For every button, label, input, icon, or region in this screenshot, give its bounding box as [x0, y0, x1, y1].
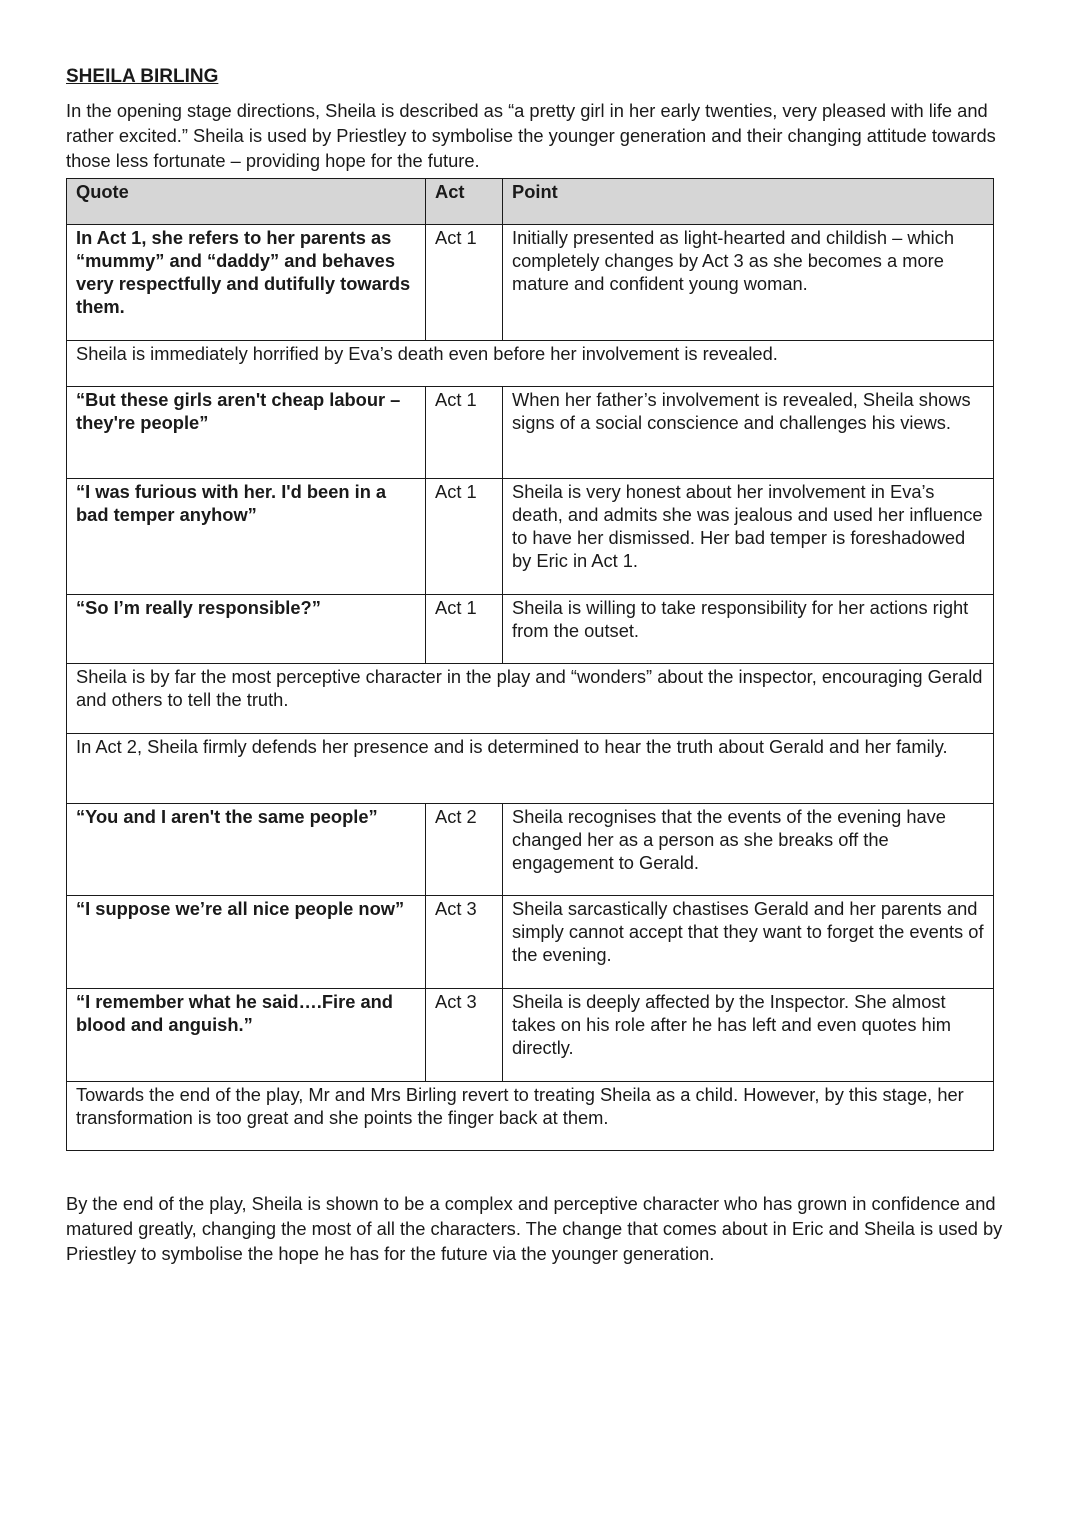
- act-cell: Act 1: [426, 479, 503, 595]
- point-cell: Sheila is very honest about her involvement in Eva’s death, and admits she was jealous and used her influence to have her dismissed. Her bad temper is foreshadowed by Eric in Act 1.: [503, 479, 994, 595]
- quote-cell: “You and I aren't the same people”: [67, 804, 426, 896]
- act-cell: Act 3: [426, 896, 503, 989]
- table-header-row: [67, 179, 994, 225]
- quote-cell: In Act 1, she refers to her parents as “mummy” and “daddy” and behaves very respectfully and dutifully towards them.: [67, 225, 426, 341]
- table-row: [67, 479, 994, 595]
- quotes-table: [66, 178, 994, 1151]
- quote-cell: “I remember what he said….Fire and blood and anguish.”: [67, 989, 426, 1082]
- note-cell: Sheila is immediately horrified by Eva’s death even before her involvement is revealed.: [67, 341, 994, 387]
- table-row: [67, 896, 994, 989]
- point-cell: When her father’s involvement is revealed, Sheila shows signs of a social conscience and challenges his views.: [503, 387, 994, 479]
- quote-cell: “But these girls aren't cheap labour – they're people”: [67, 387, 426, 479]
- table-row: [67, 225, 994, 341]
- note-row: [67, 664, 994, 734]
- point-cell: Sheila is deeply affected by the Inspector. She almost takes on his role after he has left and even quotes him directly.: [503, 989, 994, 1082]
- table-row: [67, 387, 994, 479]
- quote-cell: “So I’m really responsible?”: [67, 595, 426, 664]
- document-page: [66, 64, 1011, 1266]
- point-cell: Sheila recognises that the events of the evening have changed her as a person as she breaks off the engagement to Gerald.: [503, 804, 994, 896]
- note-cell: Towards the end of the play, Mr and Mrs Birling revert to treating Sheila as a child. However, by this stage, her transformation is too great and she points the finger back at them.: [67, 1082, 994, 1151]
- note-row: [67, 341, 994, 387]
- act-cell: Act 1: [426, 595, 503, 664]
- header-point: Point: [503, 179, 994, 225]
- header-act: Act: [426, 179, 503, 225]
- page-title: SHEILA BIRLING: [66, 66, 219, 87]
- conclusion-paragraph: By the end of the play, Sheila is shown to be a complex and perceptive character who has grown in confidence and matured greatly, changing the most of all the characters. The change that comes about in Eric and Sheila is used by Priestley to symbolise the hope he has for the future via the younger generation.: [66, 1193, 1003, 1264]
- act-cell: Act 2: [426, 804, 503, 896]
- note-cell: Sheila is by far the most perceptive character in the play and “wonders” about the inspector, encouraging Gerald and others to tell the truth.: [67, 664, 994, 734]
- quote-cell: “I suppose we’re all nice people now”: [67, 896, 426, 989]
- point-cell: Initially presented as light-hearted and childish – which completely changes by Act 3 as she becomes a more mature and confident young woman.: [503, 225, 994, 341]
- note-cell: In Act 2, Sheila firmly defends her presence and is determined to hear the truth about Gerald and her family.: [67, 734, 994, 804]
- quote-cell: “I was furious with her. I'd been in a bad temper anyhow”: [67, 479, 426, 595]
- act-cell: Act 1: [426, 387, 503, 479]
- point-cell: Sheila is willing to take responsibility for her actions right from the outset.: [503, 595, 994, 664]
- act-cell: Act 3: [426, 989, 503, 1082]
- header-quote: Quote: [67, 179, 426, 225]
- point-cell: Sheila sarcastically chastises Gerald and her parents and simply cannot accept that they want to forget the events of the evening.: [503, 896, 994, 989]
- act-cell: Act 1: [426, 225, 503, 341]
- table-row: [67, 595, 994, 664]
- note-row: [67, 734, 994, 804]
- table-row: [67, 804, 994, 896]
- intro-paragraph: In the opening stage directions, Sheila is described as “a pretty girl in her early twenties, very pleased with life and rather excited.” Sheila is used by Priestley to symbolise the younger generation and their changing attitude towards those less fortunate – providing hope for the future.: [66, 100, 996, 171]
- table-row: [67, 989, 994, 1082]
- note-row: [67, 1082, 994, 1151]
